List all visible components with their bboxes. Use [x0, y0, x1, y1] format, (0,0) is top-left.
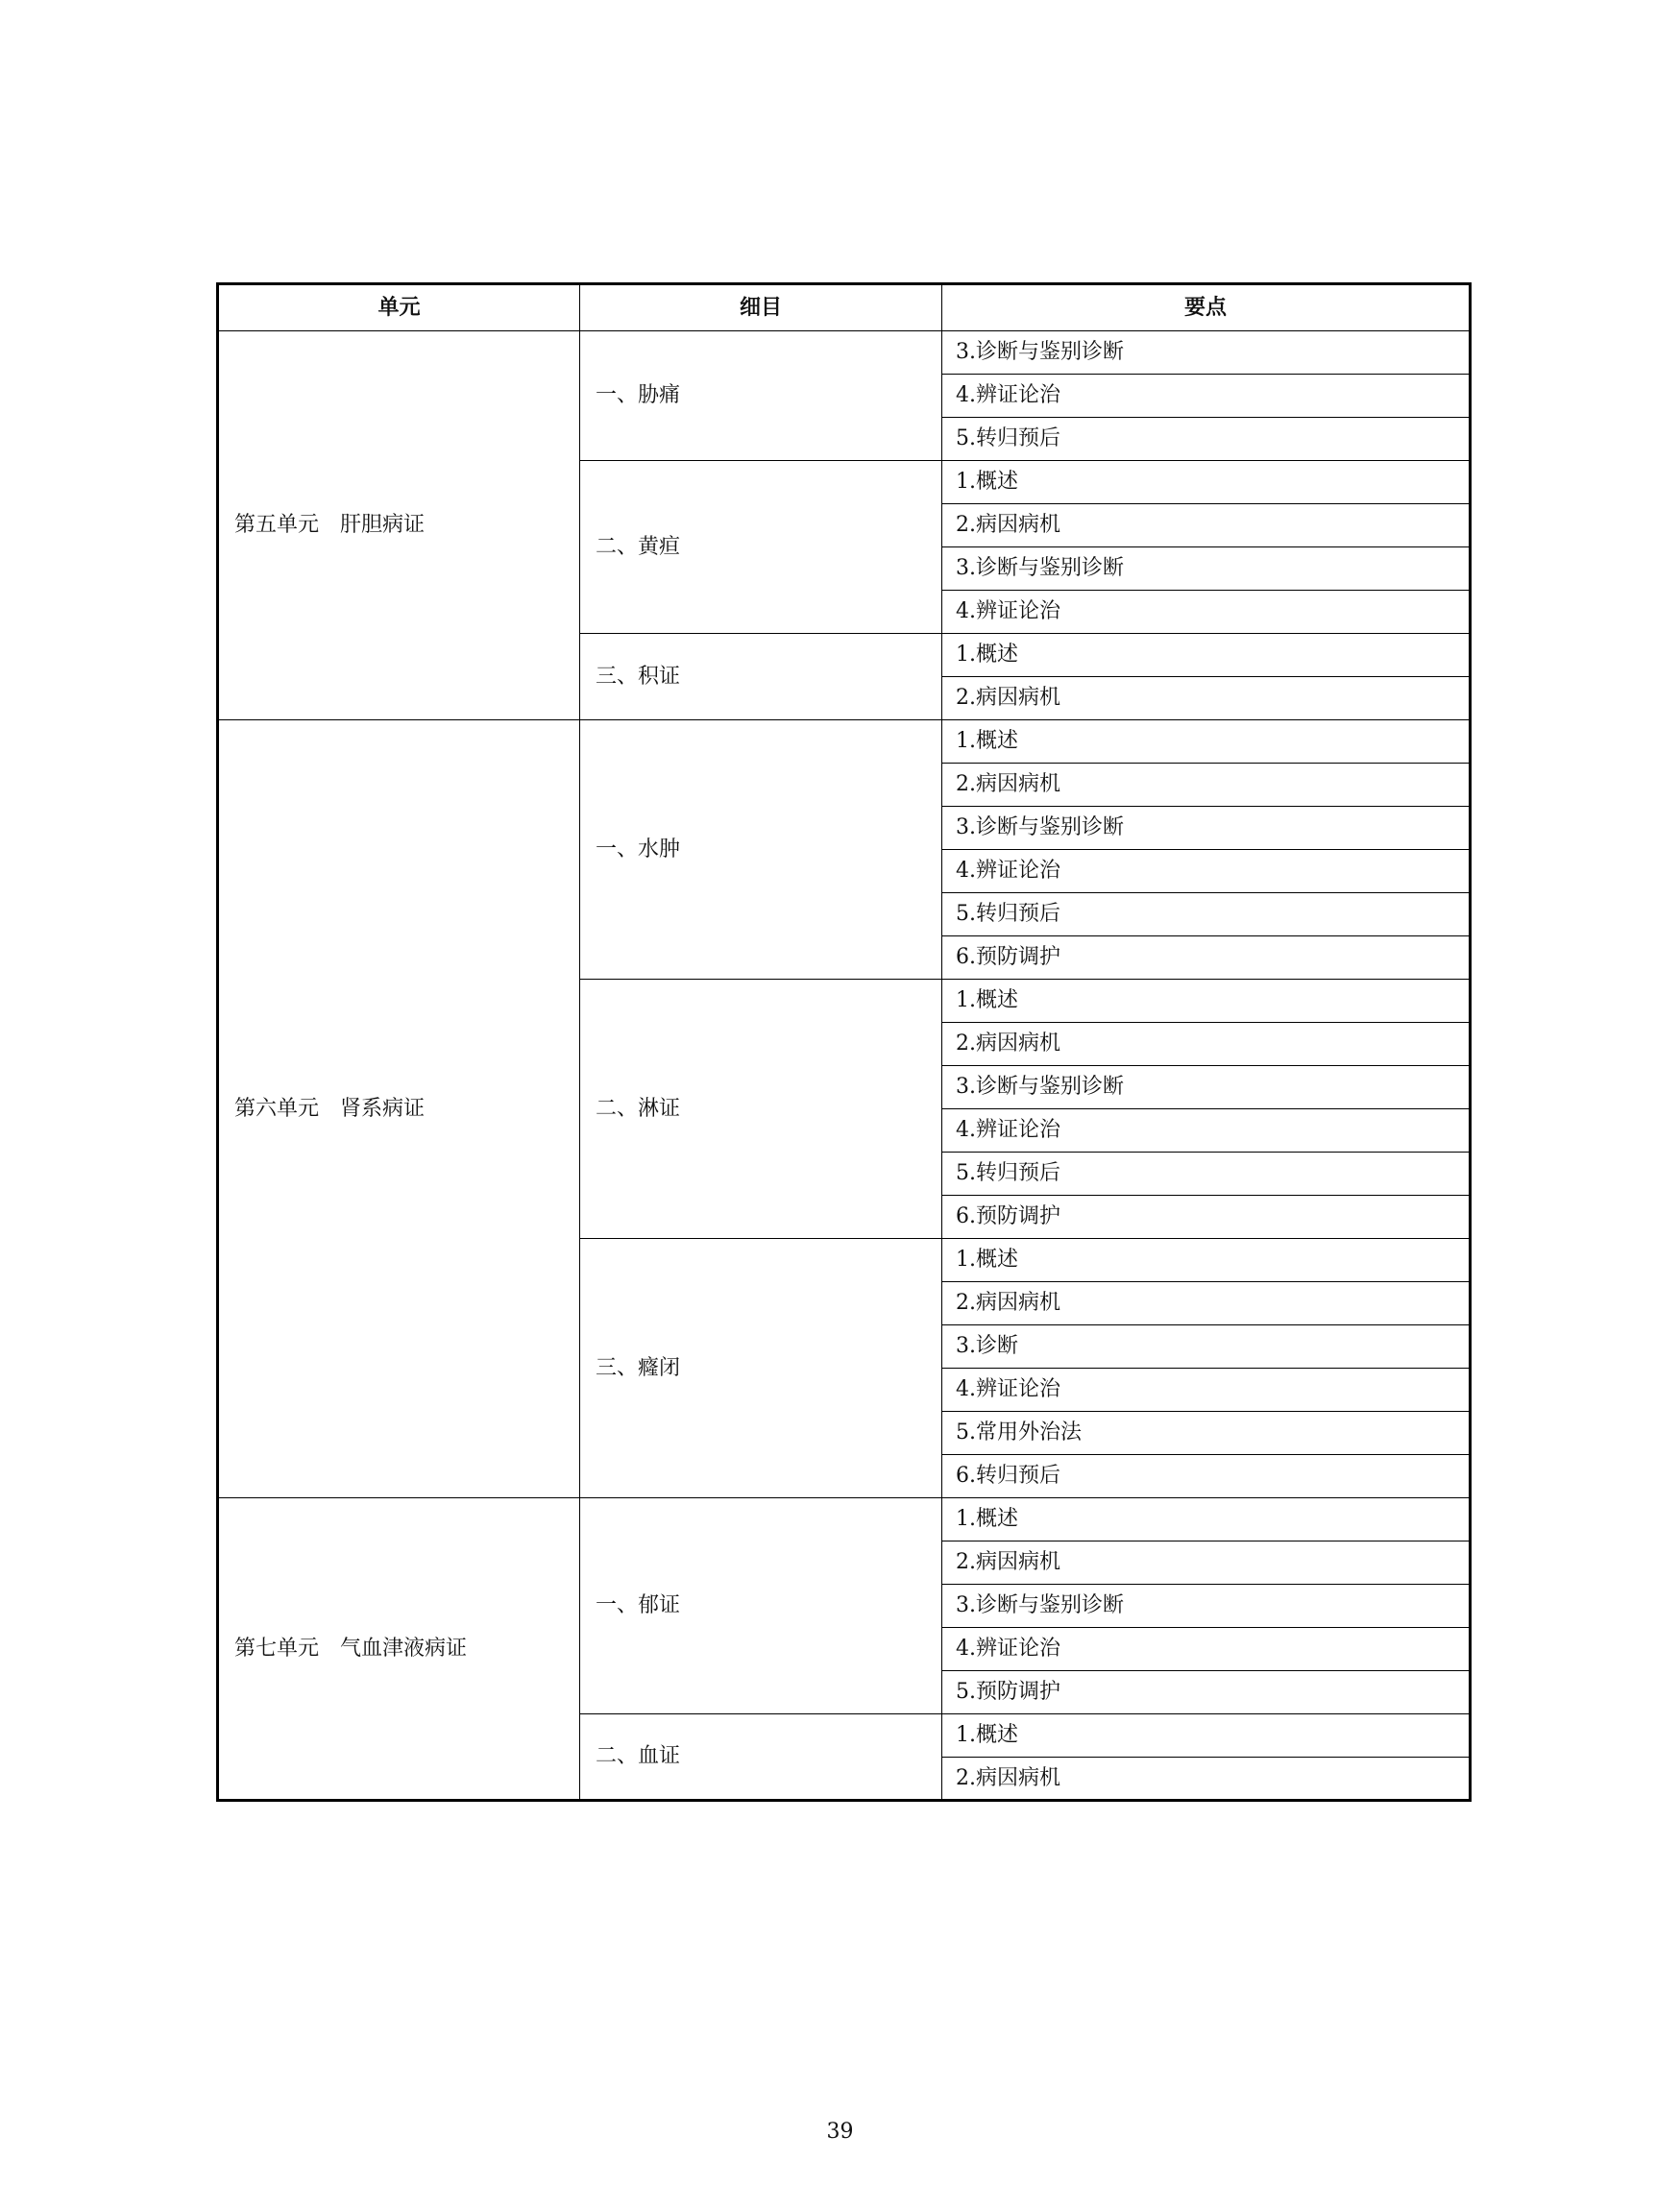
point-cell: 2.病因病机: [942, 1758, 1471, 1801]
point-cell: 1.概述: [942, 1714, 1471, 1758]
item-cell: 二、黄疸: [580, 461, 942, 634]
point-cell: 1.概述: [942, 1498, 1471, 1541]
point-cell: 3.诊断与鉴别诊断: [942, 547, 1471, 591]
point-cell: 2.病因病机: [942, 677, 1471, 720]
point-cell: 6.预防调护: [942, 936, 1471, 980]
point-cell: 3.诊断与鉴别诊断: [942, 1585, 1471, 1628]
point-cell: 5.转归预后: [942, 418, 1471, 461]
table-body: [218, 331, 1471, 1801]
point-cell: 4.辨证论治: [942, 850, 1471, 893]
point-cell: 4.辨证论治: [942, 591, 1471, 634]
point-cell: 3.诊断与鉴别诊断: [942, 807, 1471, 850]
point-cell: 1.概述: [942, 461, 1471, 504]
point-cell: 2.病因病机: [942, 1282, 1471, 1325]
point-cell: 5.转归预后: [942, 1153, 1471, 1196]
point-cell: 6.转归预后: [942, 1455, 1471, 1498]
point-cell: 4.辨证论治: [942, 1109, 1471, 1153]
point-cell: 1.概述: [942, 980, 1471, 1023]
table-row: [218, 331, 1471, 375]
point-cell: 4.辨证论治: [942, 1369, 1471, 1412]
unit-cell: 第五单元 肝胆病证: [218, 331, 580, 720]
unit-cell: 第七单元 气血津液病证: [218, 1498, 580, 1801]
point-cell: 4.辨证论治: [942, 375, 1471, 418]
point-cell: 5.预防调护: [942, 1671, 1471, 1714]
item-cell: 一、郁证: [580, 1498, 942, 1714]
syllabus-table: [216, 282, 1472, 1802]
point-cell: 5.常用外治法: [942, 1412, 1471, 1455]
item-cell: 一、水肿: [580, 720, 942, 980]
point-cell: 3.诊断与鉴别诊断: [942, 331, 1471, 375]
point-cell: 5.转归预后: [942, 893, 1471, 936]
header-item: 细目: [580, 284, 942, 331]
point-cell: 1.概述: [942, 634, 1471, 677]
table-row: [218, 720, 1471, 764]
point-cell: 3.诊断: [942, 1325, 1471, 1369]
point-cell: 1.概述: [942, 720, 1471, 764]
page-number: 39: [826, 2120, 854, 2144]
item-cell: 三、积证: [580, 634, 942, 720]
header-row: [218, 284, 1471, 331]
point-cell: 1.概述: [942, 1239, 1471, 1282]
item-cell: 一、胁痛: [580, 331, 942, 461]
unit-cell: 第六单元 肾系病证: [218, 720, 580, 1498]
point-cell: 2.病因病机: [942, 1023, 1471, 1066]
point-cell: 3.诊断与鉴别诊断: [942, 1066, 1471, 1109]
point-cell: 2.病因病机: [942, 1541, 1471, 1585]
point-cell: 2.病因病机: [942, 764, 1471, 807]
table-row: [218, 1498, 1471, 1541]
header-points: 要点: [942, 284, 1471, 331]
item-cell: 三、癃闭: [580, 1239, 942, 1498]
point-cell: 6.预防调护: [942, 1196, 1471, 1239]
item-cell: 二、血证: [580, 1714, 942, 1801]
point-cell: 4.辨证论治: [942, 1628, 1471, 1671]
point-cell: 2.病因病机: [942, 504, 1471, 547]
header-unit: 单元: [218, 284, 580, 331]
item-cell: 二、淋证: [580, 980, 942, 1239]
